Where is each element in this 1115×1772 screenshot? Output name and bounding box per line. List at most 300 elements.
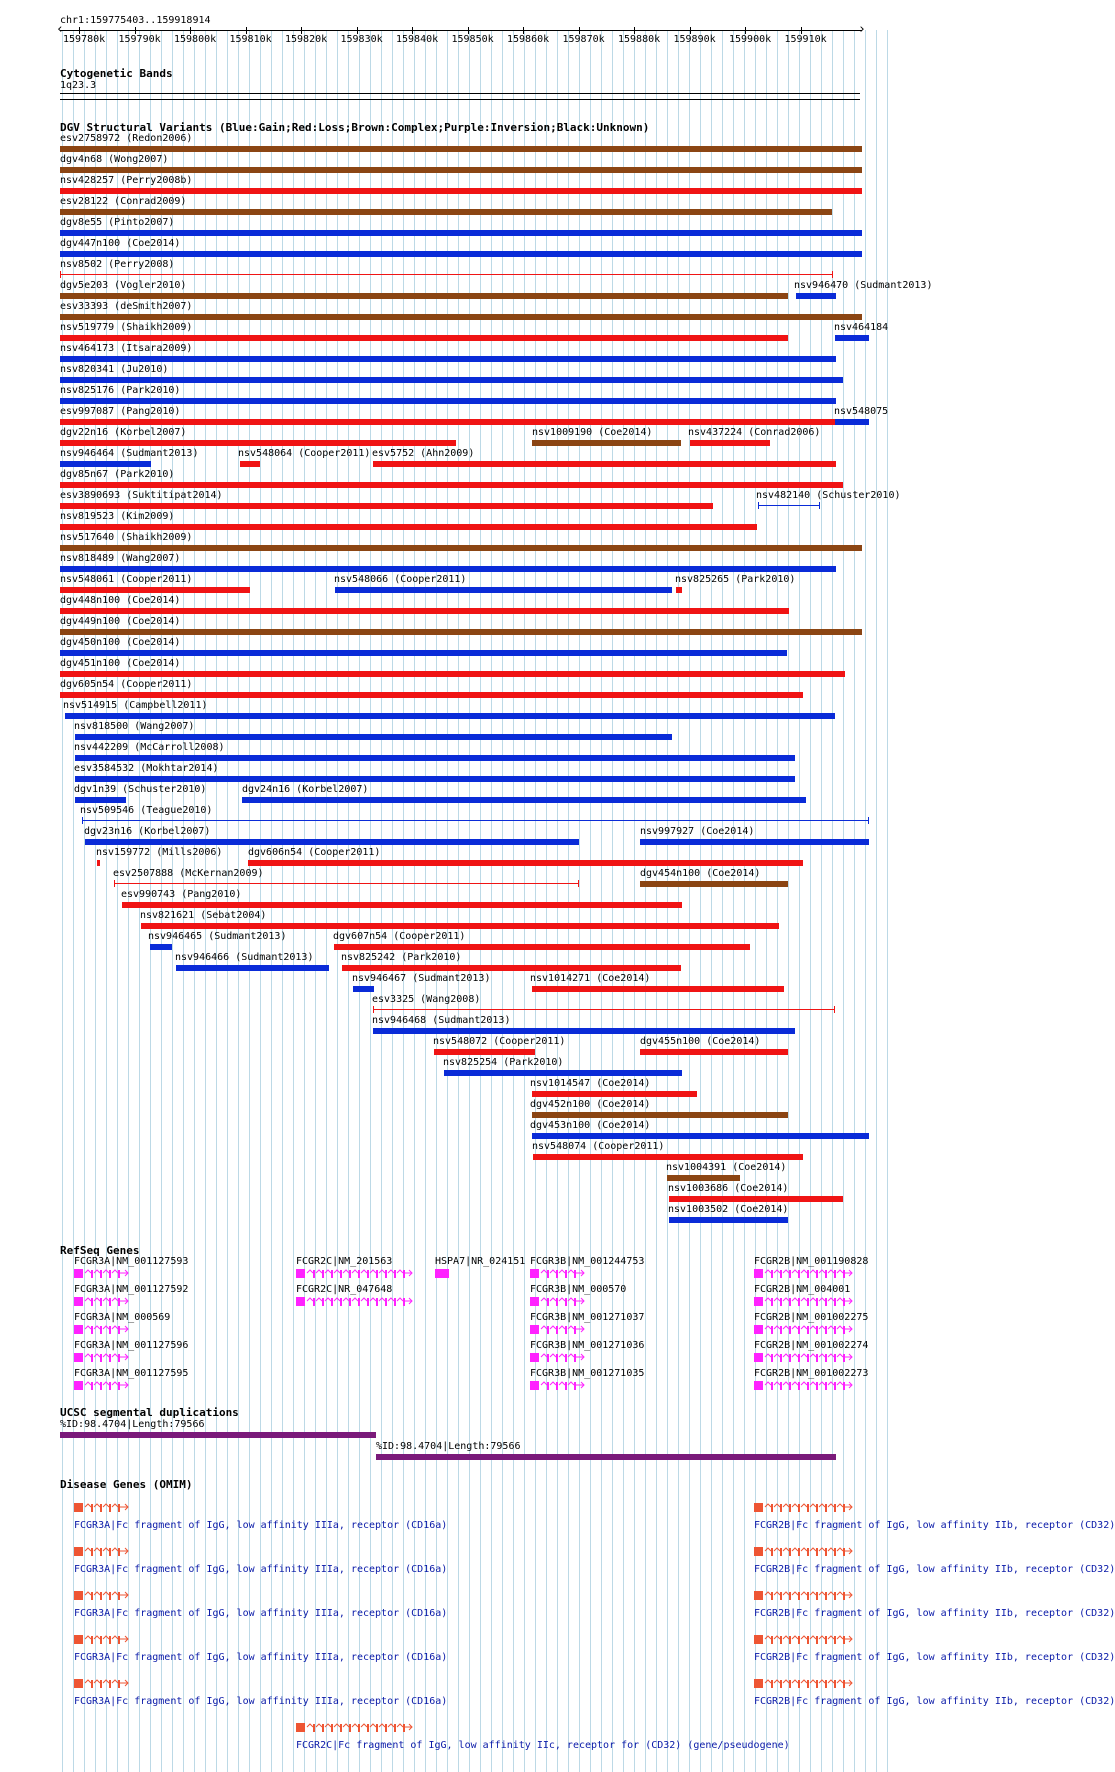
variant-label[interactable]: nsv1014271 (Coe2014) — [530, 973, 651, 984]
variant-label[interactable]: esv3325 (Wang2008) — [372, 994, 481, 1005]
variant-bar[interactable] — [669, 1196, 843, 1202]
segdup-label[interactable]: %ID:98.4704|Length:79566 — [376, 1441, 521, 1452]
variant-bar[interactable] — [796, 293, 836, 299]
variant-bar[interactable] — [640, 1049, 788, 1055]
variant-bar[interactable] — [334, 944, 750, 950]
grid-line — [348, 30, 349, 1772]
ruler-tick — [634, 27, 635, 34]
variant-bar[interactable] — [60, 566, 836, 572]
variant-bar[interactable] — [60, 356, 836, 362]
variant-bar[interactable] — [60, 293, 788, 299]
variant-bar[interactable] — [65, 713, 835, 719]
variant-bar[interactable] — [434, 1049, 535, 1055]
variant-label[interactable]: nsv997927 (Coe2014) — [640, 826, 755, 837]
omim-gene-label[interactable]: FCGR3A|Fc fragment of IgG, low affinity IIIa, receptor (CD16a) — [74, 1652, 448, 1663]
grid-line — [513, 30, 514, 1772]
refseq-gene-label[interactable]: FCGR3A|NM_001127595 — [74, 1368, 189, 1379]
variant-bar[interactable] — [444, 1070, 682, 1076]
variant-bar[interactable] — [60, 461, 151, 467]
ruler-tick-label: 159880k — [618, 34, 661, 45]
ruler-tick-label: 159840k — [396, 34, 439, 45]
variant-label[interactable]: esv28122 (Conrad2009) — [60, 196, 187, 207]
grid-line — [381, 30, 382, 1772]
refseq-gene-label[interactable]: FCGR3A|NM_001127596 — [74, 1340, 189, 1351]
variant-label[interactable]: nsv1003502 (Coe2014) — [668, 1204, 789, 1215]
variant-label[interactable]: esv5752 (Ahn2009) — [372, 448, 475, 459]
ruler-tick — [357, 27, 358, 34]
variant-bar[interactable] — [60, 188, 862, 194]
variant-bar[interactable] — [690, 440, 770, 446]
ruler-tick-label: 159830k — [340, 34, 383, 45]
variant-label[interactable]: nsv437224 (Conrad2006) — [688, 427, 821, 438]
ruler-tick — [579, 27, 580, 34]
refseq-gene-glyph[interactable] — [530, 1380, 586, 1392]
grid-line — [370, 30, 371, 1772]
variant-bar[interactable] — [335, 587, 672, 593]
grid-line — [678, 30, 679, 1772]
refseq-gene-label[interactable]: FCGR3A|NM_001127592 — [74, 1284, 189, 1295]
refseq-gene-label[interactable]: FCGR3A|NM_001127593 — [74, 1256, 189, 1267]
ruler-tick-label: 159860k — [507, 34, 550, 45]
variant-bar[interactable] — [85, 839, 579, 845]
variant-bar[interactable] — [532, 1091, 697, 1097]
segdup-bar[interactable] — [60, 1432, 376, 1438]
variant-end-cap — [373, 1006, 374, 1013]
variant-bar[interactable] — [60, 587, 250, 593]
grid-line — [601, 30, 602, 1772]
variant-label[interactable]: dgv4n68 (Wong2007) — [60, 154, 169, 165]
variant-bar[interactable] — [60, 608, 789, 614]
grid-line — [667, 30, 668, 1772]
variant-bar[interactable] — [373, 1028, 795, 1034]
refseq-gene-label[interactable]: FCGR2B|NM_001190828 — [754, 1256, 869, 1267]
variant-bar[interactable] — [60, 314, 862, 320]
variant-bar[interactable] — [373, 461, 836, 467]
grid-line — [238, 30, 239, 1772]
variant-bar[interactable] — [758, 505, 820, 506]
omim-gene-label[interactable]: FCGR3A|Fc fragment of IgG, low affinity IIIa, receptor (CD16a) — [74, 1520, 448, 1531]
grid-line — [722, 30, 723, 1772]
ruler-tick — [690, 27, 691, 34]
variant-label[interactable]: dgv447n100 (Coe2014) — [60, 238, 181, 249]
variant-label[interactable]: nsv946470 (Sudmant2013) — [794, 280, 933, 291]
variant-bar[interactable] — [353, 986, 374, 992]
grid-line — [634, 30, 635, 1772]
segdup-bar[interactable] — [376, 1454, 836, 1460]
variant-label[interactable]: nsv159772 (Mills2006) — [96, 847, 223, 858]
omim-gene-label[interactable]: FCGR3A|Fc fragment of IgG, low affinity IIIa, receptor (CD16a) — [74, 1696, 448, 1707]
variant-label[interactable]: nsv548074 (Cooper2011) — [532, 1141, 665, 1152]
refseq-gene-glyph[interactable] — [74, 1268, 130, 1280]
refseq-gene-label[interactable]: FCGR3B|NM_001271037 — [530, 1312, 645, 1323]
grid-line — [194, 30, 195, 1772]
refseq-gene-label[interactable]: HSPA7|NR_024151 — [435, 1256, 526, 1267]
grid-line — [282, 30, 283, 1772]
variant-end-cap — [834, 1006, 835, 1013]
ruler-tick — [190, 27, 191, 34]
grid-line — [326, 30, 327, 1772]
variant-label[interactable]: esv2758972 (Redon2006) — [60, 133, 193, 144]
grid-line — [304, 30, 305, 1772]
grid-line — [480, 30, 481, 1772]
grid-line — [711, 30, 712, 1772]
variant-label[interactable]: nsv1014547 (Coe2014) — [530, 1078, 651, 1089]
variant-label[interactable]: nsv548066 (Cooper2011) — [334, 574, 467, 585]
variant-label[interactable]: dgv5e203 (Vogler2010) — [60, 280, 187, 291]
variant-end-cap — [819, 502, 820, 509]
variant-bar[interactable] — [60, 398, 836, 404]
ruler-arrow-right: › — [858, 22, 866, 37]
refseq-gene-glyph[interactable] — [754, 1296, 854, 1308]
refseq-gene-label[interactable]: FCGR3B|NM_000570 — [530, 1284, 627, 1295]
omim-gene-label[interactable]: FCGR2B|Fc fragment of IgG, low affinity IIb, receptor (CD32) — [754, 1696, 1115, 1707]
refseq-gene-label[interactable]: FCGR2B|NM_004001 — [754, 1284, 851, 1295]
variant-label[interactable]: dgv85n67 (Park2010) — [60, 469, 175, 480]
refseq-gene-label[interactable]: FCGR3A|NM_000569 — [74, 1312, 171, 1323]
refseq-gene-glyph[interactable] — [435, 1269, 449, 1278]
grid-line — [590, 30, 591, 1772]
grid-line — [249, 30, 250, 1772]
variant-label[interactable]: nsv1004391 (Coe2014) — [666, 1162, 787, 1173]
refseq-gene-glyph[interactable] — [74, 1324, 130, 1336]
omim-gene-label[interactable]: FCGR2B|Fc fragment of IgG, low affinity IIb, receptor (CD32) — [754, 1608, 1115, 1619]
refseq-gene-glyph[interactable] — [530, 1296, 586, 1308]
segdup-label[interactable]: %ID:98.4704|Length:79566 — [60, 1419, 205, 1430]
ruler-tick — [79, 27, 80, 34]
grid-line — [425, 30, 426, 1772]
variant-bar[interactable] — [532, 440, 681, 446]
variant-label[interactable]: nsv482140 (Schuster2010) — [756, 490, 901, 501]
variant-label[interactable]: dgv1n39 (Schuster2010) — [74, 784, 207, 795]
variant-label[interactable]: nsv517640 (Shaikh2009) — [60, 532, 193, 543]
variant-label[interactable]: nsv442209 (McCarroll2008) — [74, 742, 225, 753]
ruler-tick-label: 159900k — [729, 34, 772, 45]
variant-bar[interactable] — [669, 1217, 788, 1223]
variant-label[interactable]: nsv8502 (Perry2008) — [60, 259, 175, 270]
variant-label[interactable]: dgv606n54 (Cooper2011) — [248, 847, 381, 858]
omim-gene-label[interactable]: FCGR2B|Fc fragment of IgG, low affinity IIb, receptor (CD32) — [754, 1520, 1115, 1531]
variant-label[interactable]: nsv548064 (Cooper2011) — [238, 448, 371, 459]
refseq-gene-label[interactable]: FCGR2B|NM_001002273 — [754, 1368, 869, 1379]
variant-bar[interactable] — [60, 274, 833, 275]
variant-bar[interactable] — [240, 461, 260, 467]
variant-bar[interactable] — [667, 1175, 740, 1181]
refseq-gene-glyph[interactable] — [754, 1380, 854, 1392]
grid-line — [579, 30, 580, 1772]
ruler-tick — [135, 27, 136, 34]
variant-bar[interactable] — [75, 797, 126, 803]
variant-label[interactable]: dgv449n100 (Coe2014) — [60, 616, 181, 627]
grid-line — [689, 30, 690, 1772]
variant-label[interactable]: dgv22n16 (Korbel2007) — [60, 427, 187, 438]
grid-line — [205, 30, 206, 1772]
refseq-gene-glyph[interactable] — [296, 1296, 414, 1308]
variant-bar[interactable] — [835, 419, 869, 425]
refseq-gene-glyph[interactable] — [530, 1324, 586, 1336]
variant-label[interactable]: dgv455n100 (Coe2014) — [640, 1036, 761, 1047]
grid-line — [458, 30, 459, 1772]
variant-bar[interactable] — [60, 335, 788, 341]
refseq-track-title: RefSeq Genes — [60, 1244, 140, 1257]
ruler-tick — [745, 27, 746, 34]
variant-label[interactable]: nsv819523 (Kim2009) — [60, 511, 175, 522]
grid-line — [315, 30, 316, 1772]
omim-gene-glyph[interactable] — [74, 1590, 130, 1602]
grid-line — [216, 30, 217, 1772]
ruler-tick-label: 159910k — [784, 34, 827, 45]
variant-label[interactable]: esv997087 (Pang2010) — [60, 406, 181, 417]
variant-label[interactable]: dgv607n54 (Cooper2011) — [333, 931, 466, 942]
variant-bar[interactable] — [82, 820, 869, 821]
variant-label[interactable]: nsv825176 (Park2010) — [60, 385, 181, 396]
variant-bar[interactable] — [60, 230, 862, 236]
grid-line — [414, 30, 415, 1772]
ruler-tick-label: 159800k — [174, 34, 217, 45]
variant-bar[interactable] — [122, 902, 682, 908]
ruler-tick-label: 159810k — [229, 34, 272, 45]
refseq-gene-glyph[interactable] — [754, 1268, 854, 1280]
variant-label[interactable]: nsv519779 (Shaikh2009) — [60, 322, 193, 333]
ruler-tick — [468, 27, 469, 34]
grid-line — [700, 30, 701, 1772]
variant-bar[interactable] — [114, 883, 579, 884]
grid-line — [227, 30, 228, 1772]
variant-bar[interactable] — [60, 377, 843, 383]
variant-bar[interactable] — [60, 146, 862, 152]
ruler-tick-label: 159790k — [118, 34, 161, 45]
grid-line — [447, 30, 448, 1772]
refseq-gene-glyph[interactable] — [754, 1352, 854, 1364]
variant-label[interactable]: nsv818489 (Wang2007) — [60, 553, 181, 564]
grid-line — [502, 30, 503, 1772]
refseq-gene-glyph[interactable] — [530, 1352, 586, 1364]
omim-gene-glyph[interactable] — [74, 1678, 130, 1690]
variant-label[interactable]: nsv946464 (Sudmant2013) — [60, 448, 199, 459]
ruler-tick-label: 159780k — [63, 34, 106, 45]
variant-label[interactable]: esv2507888 (McKernan2009) — [113, 868, 264, 879]
variant-end-cap — [578, 880, 579, 887]
variant-label[interactable]: nsv946467 (Sudmant2013) — [352, 973, 491, 984]
variant-bar[interactable] — [60, 650, 787, 656]
variant-bar[interactable] — [75, 734, 672, 740]
variant-label[interactable]: dgv454n100 (Coe2014) — [640, 868, 761, 879]
refseq-gene-glyph[interactable] — [74, 1380, 130, 1392]
variant-label[interactable]: nsv548075 — [834, 406, 889, 417]
grid-line — [645, 30, 646, 1772]
grid-line — [271, 30, 272, 1772]
variant-bar[interactable] — [242, 797, 806, 803]
variant-label[interactable]: nsv825265 (Park2010) — [675, 574, 796, 585]
variant-bar[interactable] — [60, 503, 713, 509]
refseq-gene-label[interactable]: FCGR2C|NR_047648 — [296, 1284, 393, 1295]
variant-label[interactable]: nsv946465 (Sudmant2013) — [148, 931, 287, 942]
variant-end-cap — [758, 502, 759, 509]
variant-label[interactable]: nsv821621 (Sebat2004) — [140, 910, 267, 921]
grid-line — [524, 30, 525, 1772]
variant-bar[interactable] — [141, 923, 779, 929]
omim-gene-label[interactable]: FCGR2B|Fc fragment of IgG, low affinity IIb, receptor (CD32) — [754, 1652, 1115, 1663]
refseq-gene-label[interactable]: FCGR2B|NM_001002274 — [754, 1340, 869, 1351]
refseq-gene-label[interactable]: FCGR3B|NM_001244753 — [530, 1256, 645, 1267]
variant-label[interactable]: nsv509546 (Teague2010) — [80, 805, 213, 816]
omim-gene-glyph[interactable] — [754, 1590, 854, 1602]
variant-label[interactable]: esv33393 (deSmith2007) — [60, 301, 193, 312]
omim-gene-label[interactable]: FCGR3A|Fc fragment of IgG, low affinity IIIa, receptor (CD16a) — [74, 1608, 448, 1619]
ruler-tick — [801, 27, 802, 34]
omim-gene-glyph[interactable] — [754, 1546, 854, 1558]
variant-end-cap — [60, 271, 61, 278]
ruler-tick-label: 159890k — [673, 34, 716, 45]
variant-label[interactable]: dgv451n100 (Coe2014) — [60, 658, 181, 669]
variant-label[interactable]: dgv450n100 (Coe2014) — [60, 637, 181, 648]
omim-gene-glyph[interactable] — [74, 1546, 130, 1558]
variant-bar[interactable] — [97, 860, 100, 866]
variant-label[interactable]: dgv452n100 (Coe2014) — [530, 1099, 651, 1110]
cytoband-line-bottom — [60, 99, 860, 100]
variant-bar[interactable] — [75, 776, 795, 782]
grid-line — [733, 30, 734, 1772]
refseq-gene-glyph[interactable] — [530, 1268, 586, 1280]
variant-bar[interactable] — [60, 524, 757, 530]
variant-label[interactable]: nsv946466 (Sudmant2013) — [175, 952, 314, 963]
variant-label[interactable]: nsv548072 (Cooper2011) — [433, 1036, 566, 1047]
omim-gene-label[interactable]: FCGR2B|Fc fragment of IgG, low affinity IIb, receptor (CD32) — [754, 1564, 1115, 1575]
variant-bar[interactable] — [60, 167, 862, 173]
ruler-tick — [246, 27, 247, 34]
variant-bar[interactable] — [533, 1154, 803, 1160]
variant-label[interactable]: nsv464173 (Itsara2009) — [60, 343, 193, 354]
grid-line — [469, 30, 470, 1772]
variant-end-cap — [868, 817, 869, 824]
variant-bar[interactable] — [60, 482, 843, 488]
variant-label[interactable]: esv990743 (Pang2010) — [121, 889, 242, 900]
grid-line — [623, 30, 624, 1772]
refseq-gene-label[interactable]: FCGR3B|NM_001271036 — [530, 1340, 645, 1351]
refseq-gene-glyph[interactable] — [296, 1268, 414, 1280]
variant-label[interactable]: nsv514915 (Campbell2011) — [63, 700, 208, 711]
grid-line — [436, 30, 437, 1772]
grid-line — [744, 30, 745, 1772]
variant-bar[interactable] — [532, 986, 784, 992]
grid-line — [392, 30, 393, 1772]
variant-bar[interactable] — [60, 692, 803, 698]
variant-bar[interactable] — [640, 881, 788, 887]
grid-line — [491, 30, 492, 1772]
grid-line — [568, 30, 569, 1772]
variant-bar[interactable] — [75, 755, 795, 761]
variant-bar[interactable] — [835, 335, 869, 341]
variant-label[interactable]: nsv464184 — [834, 322, 889, 333]
variant-bar[interactable] — [60, 671, 845, 677]
omim-gene-label[interactable]: FCGR3A|Fc fragment of IgG, low affinity IIIa, receptor (CD16a) — [74, 1564, 448, 1575]
variant-bar[interactable] — [60, 419, 835, 425]
grid-line — [535, 30, 536, 1772]
segdup-track-title: UCSC segmental duplications — [60, 1406, 239, 1419]
variant-bar[interactable] — [60, 440, 456, 446]
ruler-tick — [523, 27, 524, 34]
variant-bar[interactable] — [676, 587, 682, 593]
variant-label[interactable]: esv3584532 (Mokhtar2014) — [74, 763, 219, 774]
omim-gene-glyph[interactable] — [754, 1502, 854, 1514]
omim-gene-glyph[interactable] — [754, 1634, 854, 1646]
refseq-gene-label[interactable]: FCGR2B|NM_001002275 — [754, 1312, 869, 1323]
variant-label[interactable]: esv3890693 (Suktitipat2014) — [60, 490, 223, 501]
variant-label[interactable]: nsv1003686 (Coe2014) — [668, 1183, 789, 1194]
omim-gene-glyph[interactable] — [296, 1722, 414, 1734]
variant-label[interactable]: dgv448n100 (Coe2014) — [60, 595, 181, 606]
variant-bar[interactable] — [60, 251, 862, 257]
variant-label[interactable]: nsv820341 (Ju2010) — [60, 364, 169, 375]
locus-label: chr1:159775403..159918914 — [60, 15, 211, 26]
grid-line — [359, 30, 360, 1772]
variant-label[interactable]: dgv8e55 (Pinto2007) — [60, 217, 175, 228]
variant-bar[interactable] — [176, 965, 329, 971]
variant-label[interactable]: nsv428257 (Perry2008b) — [60, 175, 193, 186]
cytoband-label[interactable]: 1q23.3 — [60, 80, 97, 91]
ruler-tick-label: 159820k — [285, 34, 328, 45]
grid-line — [260, 30, 261, 1772]
refseq-gene-label[interactable]: FCGR2C|NM_201563 — [296, 1256, 393, 1267]
variant-bar[interactable] — [60, 209, 832, 215]
variant-label[interactable]: dgv24n16 (Korbel2007) — [242, 784, 369, 795]
cytoband-line-top — [60, 93, 860, 94]
variant-bar[interactable] — [342, 965, 681, 971]
grid-line — [293, 30, 294, 1772]
variant-end-cap — [82, 817, 83, 824]
variant-label[interactable]: nsv825254 (Park2010) — [443, 1057, 564, 1068]
grid-line — [557, 30, 558, 1772]
ruler-axis — [60, 30, 862, 31]
omim-track-title: Disease Genes (OMIM) — [60, 1478, 193, 1491]
grid-line — [546, 30, 547, 1772]
variant-label[interactable]: nsv1009190 (Coe2014) — [532, 427, 653, 438]
refseq-gene-glyph[interactable] — [74, 1296, 130, 1308]
ruler-tick-label: 159870k — [562, 34, 605, 45]
variant-label[interactable]: nsv818500 (Wang2007) — [74, 721, 195, 732]
omim-gene-glyph[interactable] — [74, 1634, 130, 1646]
ruler-tick-label: 159850k — [451, 34, 494, 45]
variant-bar[interactable] — [640, 839, 869, 845]
refseq-gene-glyph[interactable] — [754, 1324, 854, 1336]
refseq-gene-glyph[interactable] — [74, 1352, 130, 1364]
variant-end-cap — [832, 271, 833, 278]
variant-label[interactable]: nsv825242 (Park2010) — [341, 952, 462, 963]
variant-bar[interactable] — [60, 629, 862, 635]
variant-label[interactable]: dgv23n16 (Korbel2007) — [84, 826, 211, 837]
omim-gene-glyph[interactable] — [754, 1678, 854, 1690]
variant-label[interactable]: nsv946468 (Sudmant2013) — [372, 1015, 511, 1026]
variant-end-cap — [114, 880, 115, 887]
variant-bar[interactable] — [60, 545, 862, 551]
refseq-gene-label[interactable]: FCGR3B|NM_001271035 — [530, 1368, 645, 1379]
variant-bar[interactable] — [248, 860, 803, 866]
cytoband-track-title: Cytogenetic Bands — [60, 67, 173, 80]
variant-bar[interactable] — [532, 1133, 869, 1139]
variant-bar[interactable] — [150, 944, 172, 950]
variant-bar[interactable] — [373, 1009, 835, 1010]
ruler-tick — [301, 27, 302, 34]
variant-label[interactable]: dgv453n100 (Coe2014) — [530, 1120, 651, 1131]
variant-label[interactable]: nsv548061 (Cooper2011) — [60, 574, 193, 585]
dgv-track-title: DGV Structural Variants (Blue:Gain;Red:Loss;Brown:Complex;Purple:Inversion;Black:Unknown) — [60, 121, 650, 134]
ruler-tick — [412, 27, 413, 34]
grid-line — [656, 30, 657, 1772]
variant-bar[interactable] — [532, 1112, 788, 1118]
grid-line — [403, 30, 404, 1772]
omim-gene-glyph[interactable] — [74, 1502, 130, 1514]
omim-gene-label[interactable]: FCGR2C|Fc fragment of IgG, low affinity IIc, receptor for (CD32) (gene/pseudogene) — [296, 1740, 790, 1751]
variant-label[interactable]: dgv605n54 (Cooper2011) — [60, 679, 193, 690]
